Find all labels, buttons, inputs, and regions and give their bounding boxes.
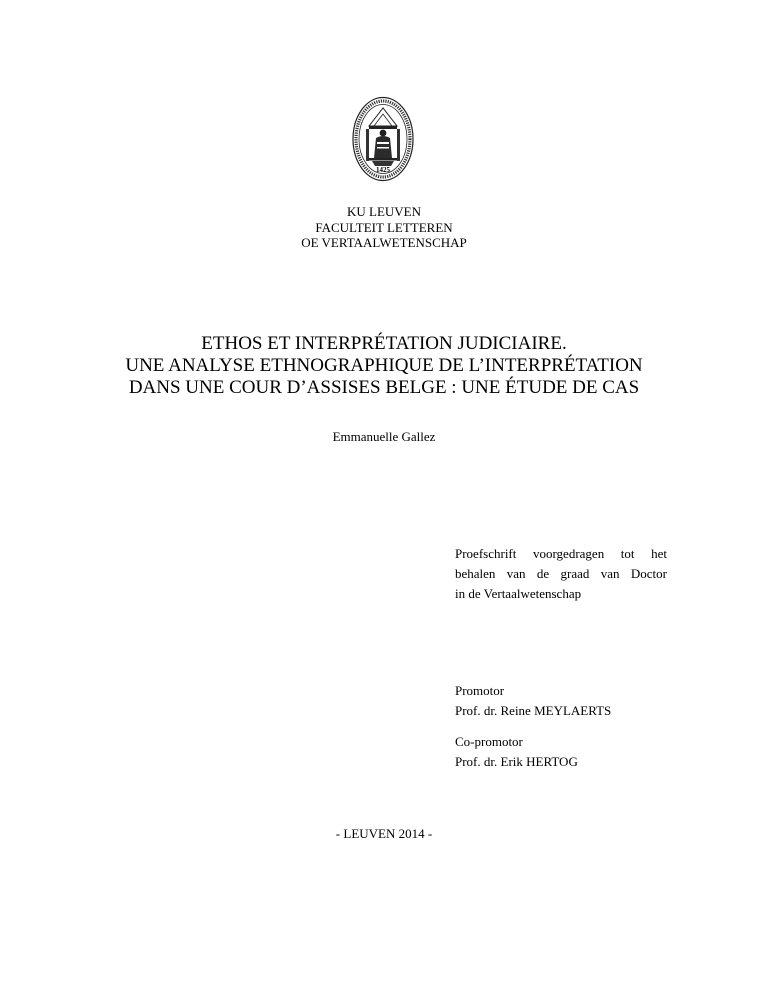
title-line-2: UNE ANALYSE ETHNOGRAPHIQUE DE L’INTERPRÉTATION	[125, 355, 643, 376]
faculty-name: FACULTEIT LETTEREN	[315, 219, 453, 235]
university-seal-icon	[352, 96, 414, 182]
promotor-label: Promotor	[455, 683, 505, 698]
title-line-3: DANS UNE COUR D’ASSISES BELGE : UNE ÉTUDE DE CAS	[128, 377, 640, 398]
author-name: Emmanuelle Gallez	[332, 429, 436, 444]
promotor-name: Prof. dr. Reine MEYLAERTS	[455, 703, 612, 718]
thesis-statement-line-2: behalen van de graad van Doctor	[455, 566, 667, 581]
institution-block	[0, 204, 768, 251]
department-name: OE VERTAALWETENSCHAP	[301, 235, 467, 250]
university-name: KU LEUVEN	[346, 204, 421, 219]
copromotor-name: Prof. dr. Erik HERTOG	[455, 754, 578, 769]
thesis-title	[0, 333, 768, 399]
copromotor-label: Co-promotor	[455, 734, 523, 749]
promotor-block	[455, 681, 685, 721]
thesis-statement-line-3: in de Vertaalwetenschap	[455, 586, 582, 601]
copromotor-block	[455, 732, 685, 772]
place-year: - LEUVEN 2014 -	[335, 826, 433, 841]
seal-year: 1425	[376, 166, 390, 174]
thesis-statement-line-1: Proefschrift voorgedragen tot het	[455, 546, 667, 561]
title-line-1: ETHOS ET INTERPRÉTATION JUDICIAIRE.	[201, 333, 567, 354]
thesis-statement	[455, 544, 667, 604]
